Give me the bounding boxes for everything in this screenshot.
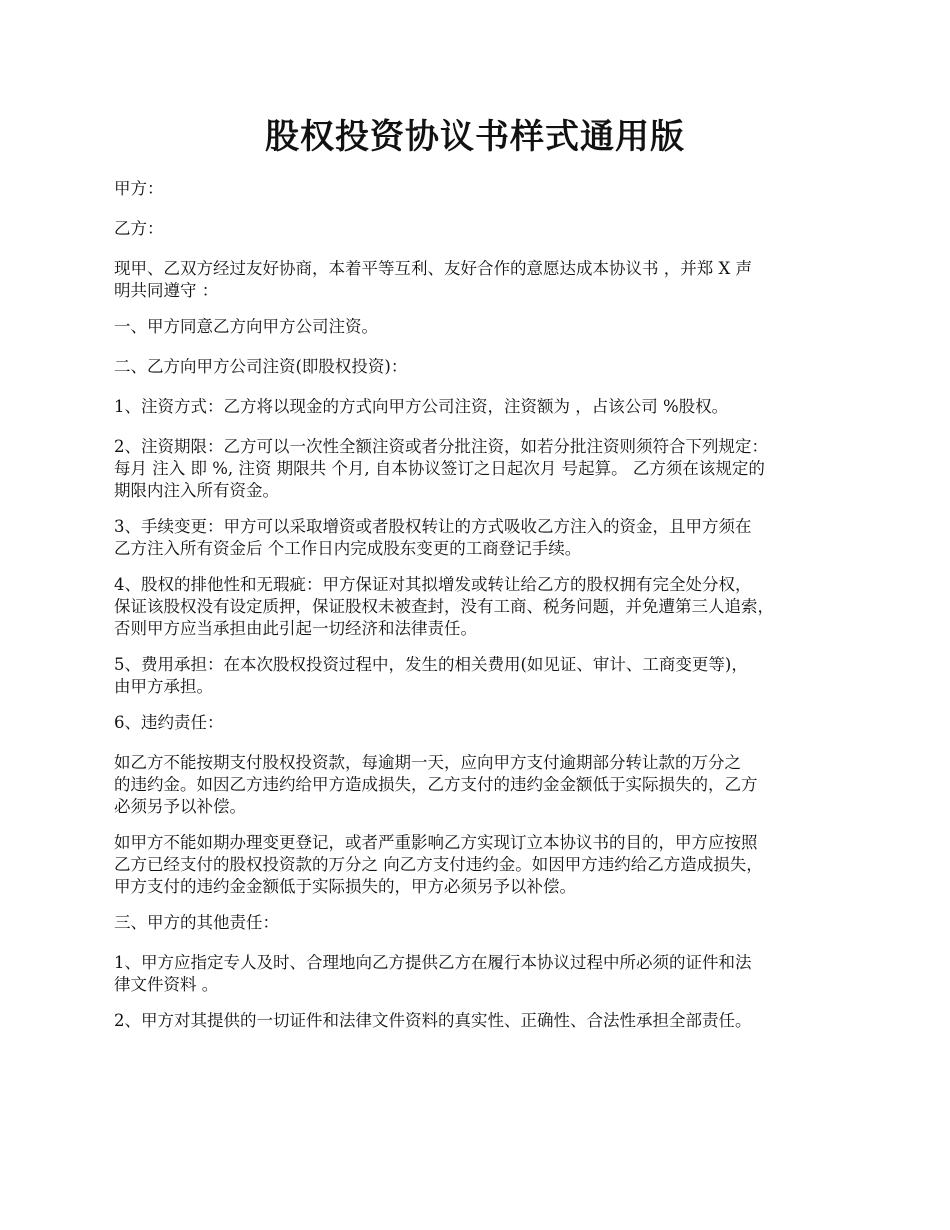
paragraph-line: 一、甲方同意乙方向甲方公司注资。 bbox=[114, 317, 378, 336]
paragraph-line: 明共同遵守 ： bbox=[114, 281, 219, 300]
paragraph-line: 乙方已经支付的股权投资款的万分之 向乙方支付违约金。如因甲方违约给乙方造成损失， bbox=[114, 855, 763, 874]
paragraph-line: 1、甲方应指定专人及时、合理地向乙方提供乙方在履行本协议过程中所必须的证件和法 bbox=[114, 953, 752, 972]
paragraph-line: 乙方： bbox=[114, 219, 164, 238]
party-a-breach-paragraph bbox=[114, 832, 844, 898]
paragraph-line: 律文件资料 。 bbox=[114, 975, 219, 994]
liability-heading bbox=[114, 712, 844, 734]
documents-provision-paragraph bbox=[114, 952, 844, 996]
preamble-paragraph bbox=[114, 258, 844, 302]
paragraph-line: 保证该股权没有设定质押，保证股权未被查封，没有工商、税务问题，并免遭第三人追索， bbox=[114, 597, 774, 616]
paragraph-line: 的违约金。如因乙方违约给甲方造成损失，乙方支付的违约金金额低于实际损失的，乙方 bbox=[114, 775, 758, 794]
paragraph-line: 2、甲方对其提供的一切证件和法律文件资料的真实性、正确性、合法性承担全部责任。 bbox=[114, 1011, 752, 1030]
paragraph-line: 每月 注入 即 %, 注资 期限共 个月, 自本协议签订之日起次月 号起算。 乙方须在该规定的 bbox=[114, 459, 765, 478]
paragraph-line: 期限内注入所有资金。 bbox=[114, 481, 279, 500]
paragraph-line: 甲方支付的违约金金额低于实际损失的，甲方必须另予以补偿。 bbox=[114, 877, 576, 896]
clause-3-heading bbox=[114, 912, 844, 934]
document-body bbox=[114, 178, 844, 1050]
paragraph-line: 5、费用承担：在本次股权投资过程中，发生的相关费用(如见证、审计、工商变更等)， bbox=[114, 655, 748, 674]
investment-term-paragraph bbox=[114, 436, 844, 502]
paragraph-line: 1、注资方式：乙方将以现金的方式向甲方公司注资，注资额为 ，占该公司 %股权。 bbox=[114, 397, 729, 416]
paragraph-line: 甲方： bbox=[114, 179, 164, 198]
paragraph-line: 二、乙方向甲方公司注资(即股权投资)： bbox=[114, 357, 408, 376]
procedure-change-paragraph bbox=[114, 516, 844, 560]
fee-paragraph bbox=[114, 654, 844, 698]
paragraph-line: 3、手续变更：甲方可以采取增资或者股权转让的方式吸收乙方注入的资金，且甲方须在 bbox=[114, 517, 752, 536]
party-b-line bbox=[114, 218, 844, 240]
paragraph-line: 必须另予以补偿。 bbox=[114, 797, 246, 816]
paragraph-line: 6、违约责任： bbox=[114, 713, 224, 732]
clause-2-heading bbox=[114, 356, 844, 378]
paragraph-line: 三、甲方的其他责任： bbox=[114, 913, 279, 932]
paragraph-line: 否则甲方应当承担由此引起一切经济和法律责任。 bbox=[114, 619, 477, 638]
paragraph-line: 由甲方承担。 bbox=[114, 677, 213, 696]
equity-exclusivity-paragraph bbox=[114, 574, 844, 640]
paragraph-line: 乙方注入所有资金后 个工作日内完成股东变更的工商登记手续。 bbox=[114, 539, 582, 558]
paragraph-line: 如甲方不能如期办理变更登记，或者严重影响乙方实现订立本协议书的目的，甲方应按照 bbox=[114, 833, 758, 852]
paragraph-line: 2、注资期限：乙方可以一次性全额注资或者分批注资，如若分批注资则须符合下列规定： bbox=[114, 437, 768, 456]
paragraph-line: 如乙方不能按期支付股权投资款，每逾期一天，应向甲方支付逾期部分转让款的万分之 bbox=[114, 753, 741, 772]
party-b-breach-paragraph bbox=[114, 752, 844, 818]
clause-1-heading bbox=[114, 316, 844, 338]
paragraph-line: 4、股权的排他性和无瑕疵：甲方保证对其拟增发或转让给乙方的股权拥有完全处分权， bbox=[114, 575, 752, 594]
paragraph-line: 现甲、乙双方经过友好协商，本着平等互利、友好合作的意愿达成本协议书 ，并郑 X 声 bbox=[114, 259, 752, 278]
investment-method-paragraph bbox=[114, 396, 844, 418]
documents-authenticity-paragraph bbox=[114, 1010, 844, 1032]
document-title: 股权投资协议书样式通用版 bbox=[265, 117, 685, 157]
party-a-line bbox=[114, 178, 844, 200]
